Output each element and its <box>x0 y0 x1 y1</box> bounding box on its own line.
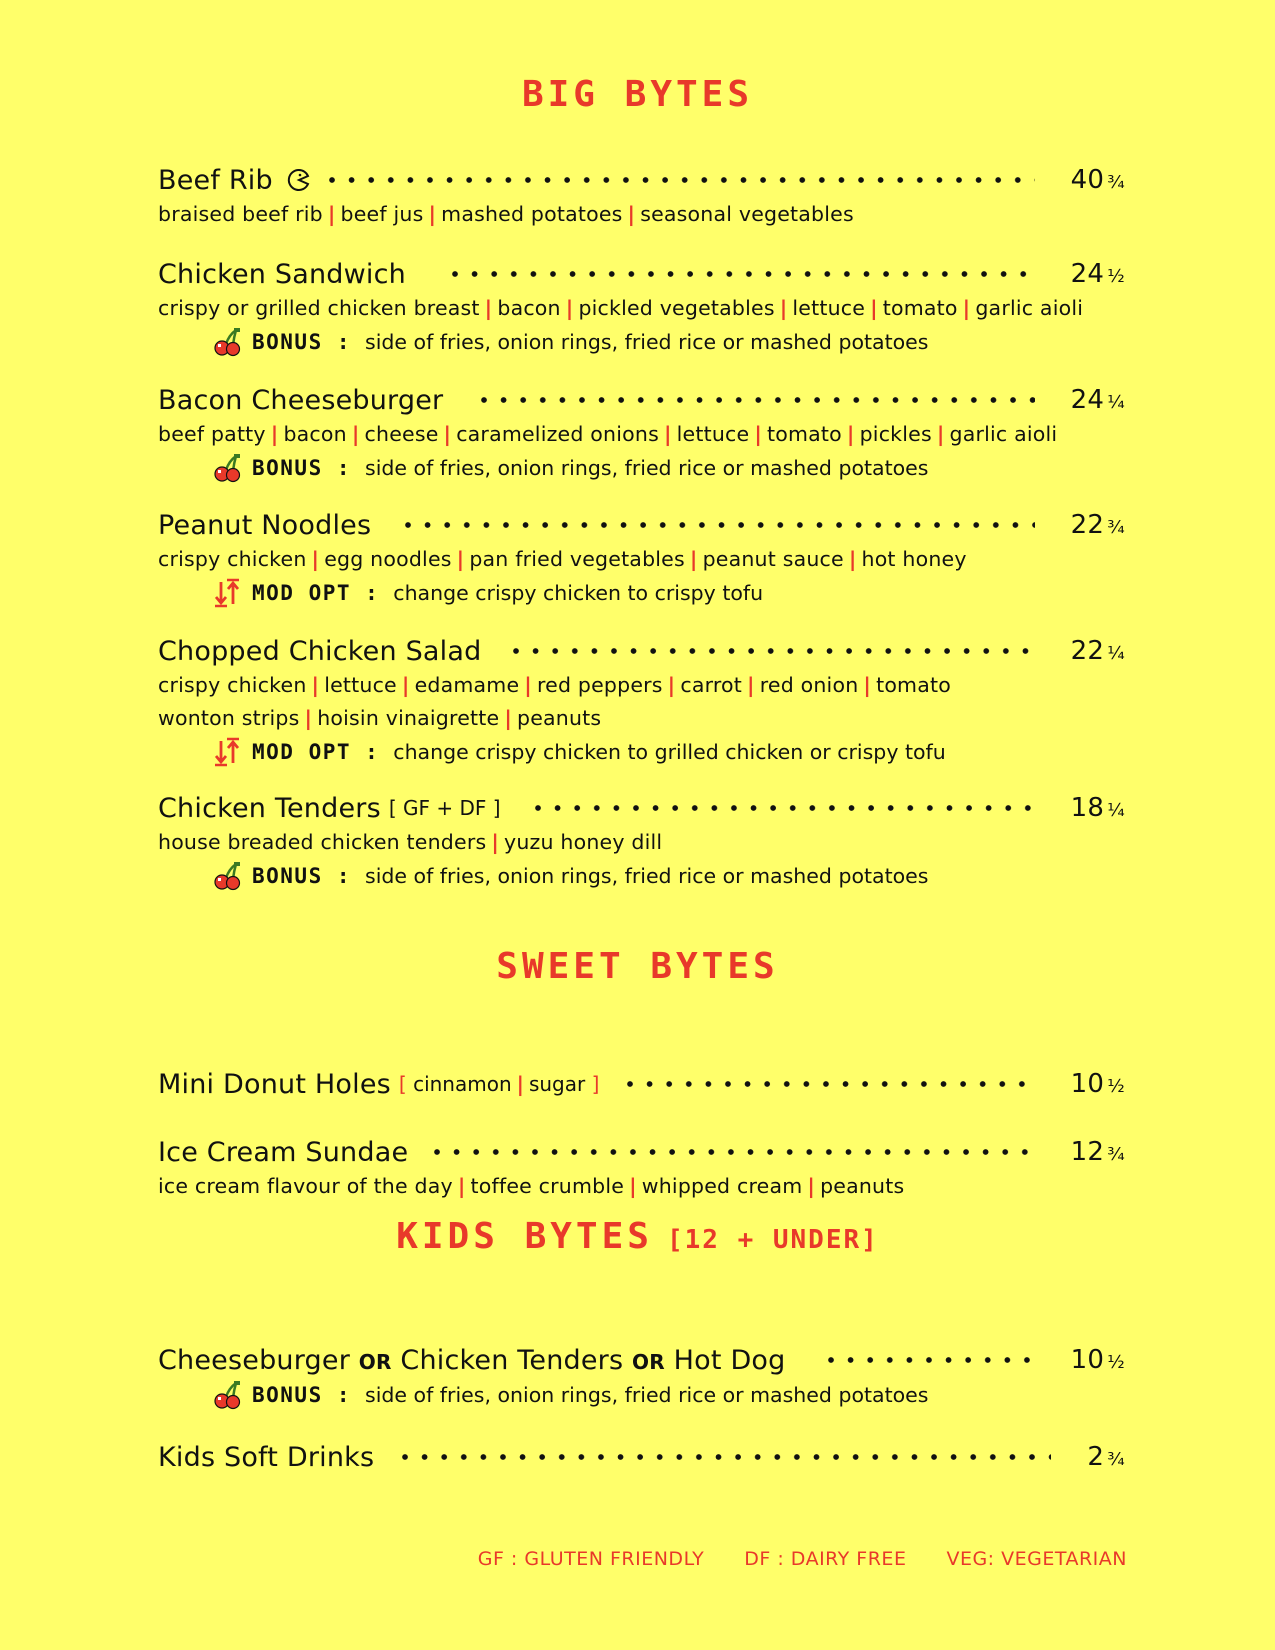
item-name: Chicken Tenders <box>158 792 381 824</box>
cherries-icon <box>212 453 242 483</box>
bonus-line <box>212 859 1125 892</box>
bonus-text: side of fries, onion rings, fried rice or mashed potatoes <box>365 1382 929 1407</box>
item-price: 10 ½ <box>1070 1345 1125 1375</box>
legend-dairy-free: DF : DAIRY FREE <box>744 1548 907 1570</box>
dot-leader <box>329 177 1035 183</box>
section-title-kids-bytes: KIDS BYTES [12 + UNDER] <box>396 1216 879 1257</box>
dot-leader <box>402 1454 1051 1460</box>
bonus-label: BONUS : <box>252 329 352 354</box>
item-price: 10 ½ <box>1070 1069 1125 1099</box>
mod-option-text: change crispy chicken to grilled chicken or crispy tofu <box>393 739 946 764</box>
dietary-legend <box>478 1548 1127 1570</box>
item-price: 24 ½ <box>1070 259 1125 289</box>
bonus-line <box>212 325 1125 358</box>
dot-leader <box>434 1149 1034 1155</box>
bonus-label: BONUS : <box>252 863 352 888</box>
menu-item-ice-cream-sundae <box>158 1134 1125 1203</box>
item-price: 22 ¾ <box>1070 510 1125 540</box>
dot-leader <box>452 271 1035 277</box>
mod-option-line <box>212 576 1125 609</box>
item-name: Cheeseburger OR Chicken Tenders OR Hot Dog <box>158 1344 786 1376</box>
item-name: Chopped Chicken Salad <box>158 635 482 667</box>
item-description: house breaded chicken tenders | yuzu honey dill <box>158 830 663 854</box>
item-name: Kids Soft Drinks <box>158 1441 375 1473</box>
bonus-text: side of fries, onion rings, fried rice or mashed potatoes <box>365 455 929 480</box>
cherries-icon <box>212 1380 242 1410</box>
bonus-text: side of fries, onion rings, fried rice or mashed potatoes <box>365 863 929 888</box>
bonus-line <box>212 1378 1125 1411</box>
mod-option-label: MOD OPT : <box>252 739 380 764</box>
dot-leader <box>481 397 1034 403</box>
menu-item-chopped-chicken-salad <box>158 633 1125 768</box>
dot-leader <box>535 805 1035 811</box>
dot-leader <box>828 1357 1035 1363</box>
item-price: 22 ¼ <box>1070 636 1125 666</box>
pacman-icon <box>287 168 311 192</box>
cherries-icon <box>212 327 242 357</box>
menu-item-chicken-sandwich <box>158 256 1125 358</box>
item-name: Beef Rib <box>158 164 273 196</box>
cherries-icon <box>212 861 242 891</box>
bonus-text: side of fries, onion rings, fried rice or mashed potatoes <box>365 329 929 354</box>
dietary-note: [ GF + DF ] <box>388 796 501 820</box>
mod-option-text: change crispy chicken to crispy tofu <box>393 580 764 605</box>
dot-leader <box>627 1081 1034 1087</box>
menu-item-chicken-tenders <box>158 790 1125 892</box>
bonus-line <box>212 451 1125 484</box>
item-description: crispy chicken | egg noodles | pan fried vegetables | peanut sauce | hot honey <box>158 547 967 571</box>
item-description: beef patty | bacon | cheese | caramelized onions | lettuce | tomato | pickles | garlic aioli <box>158 422 1058 446</box>
section-title-sweet-bytes: SWEET BYTES <box>496 946 779 987</box>
item-name: Peanut Noodles <box>158 509 372 541</box>
item-description: crispy or grilled chicken breast | bacon | pickled vegetables | lettuce | tomato | garlic aioli <box>158 296 1084 320</box>
menu-item-kids-soft-drinks <box>158 1439 1125 1475</box>
item-description: ice cream flavour of the day | toffee crumble | whipped cream | peanuts <box>158 1174 905 1198</box>
item-price: 18 ¼ <box>1070 793 1125 823</box>
item-description: braised beef rib | beef jus | mashed potatoes | seasonal vegetables <box>158 202 854 226</box>
mod-option-line <box>212 735 1125 768</box>
menu-item-beef-rib <box>158 162 1125 231</box>
legend-gluten-friendly: GF : GLUTEN FRIENDLY <box>477 1548 705 1570</box>
menu-item-peanut-noodles <box>158 507 1125 609</box>
dot-leader <box>405 522 1034 528</box>
bonus-label: BONUS : <box>252 455 352 480</box>
swap-arrows-icon <box>212 737 242 767</box>
legend-vegetarian: VEG: VEGETARIAN <box>946 1548 1127 1570</box>
menu-item-bacon-cheeseburger <box>158 382 1125 484</box>
swap-arrows-icon <box>212 578 242 608</box>
item-price: 24 ¼ <box>1070 385 1125 415</box>
item-name: Ice Cream Sundae <box>158 1136 409 1168</box>
item-price: 40 ¾ <box>1070 165 1125 195</box>
mod-option-label: MOD OPT : <box>252 580 380 605</box>
item-name: Chicken Sandwich <box>158 258 406 290</box>
menu-item-mini-donut-holes <box>158 1066 1125 1102</box>
item-price: 12 ¾ <box>1070 1137 1125 1167</box>
item-name: Bacon Cheeseburger <box>158 384 444 416</box>
dot-leader <box>513 648 1034 654</box>
item-description: crispy chicken | lettuce | edamame | red peppers | carrot | red onion | tomato <box>158 673 951 697</box>
section-title-big-bytes: BIG BYTES <box>521 74 754 115</box>
bonus-label: BONUS : <box>252 1382 352 1407</box>
menu-item-kids-combo <box>158 1342 1125 1411</box>
age-note: [12 + UNDER] <box>666 1225 879 1255</box>
item-name: Mini Donut Holes <box>158 1068 391 1100</box>
item-description-continued: wonton strips | hoisin vinaigrette | peanuts <box>158 706 602 730</box>
flavour-note: [ cinnamon | sugar ] <box>398 1072 600 1096</box>
item-price: 2 ¾ <box>1087 1442 1125 1472</box>
